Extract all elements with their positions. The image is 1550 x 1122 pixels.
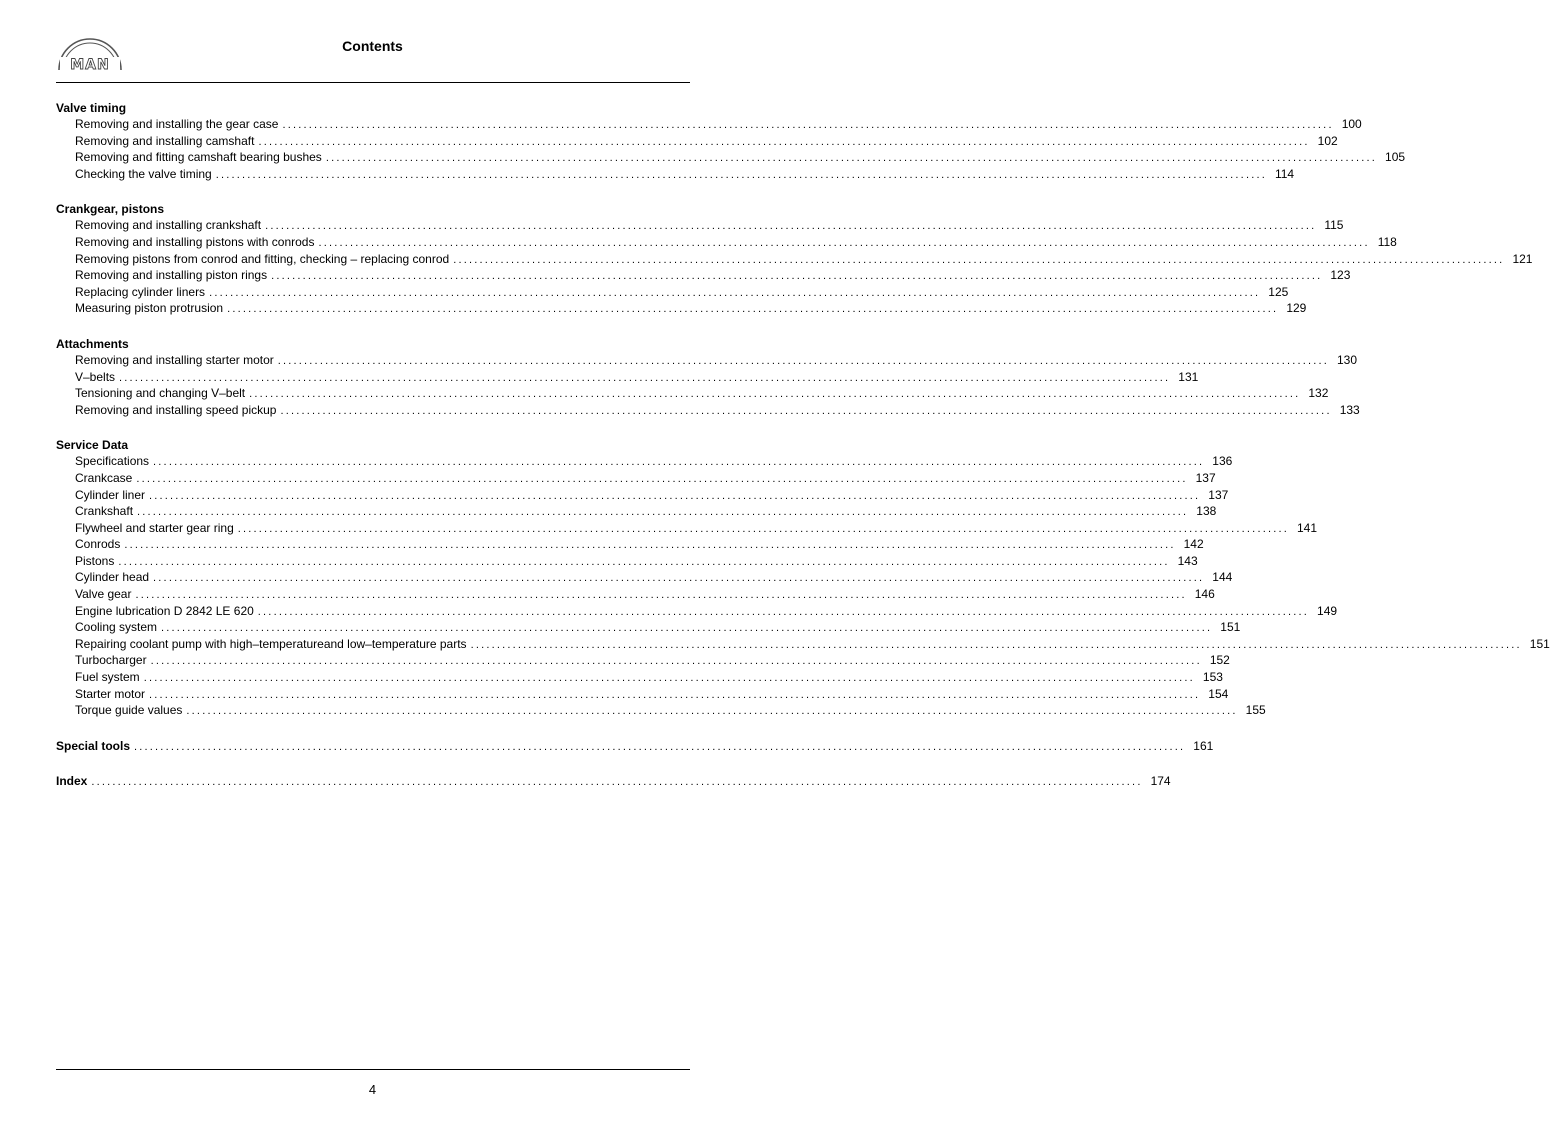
toc-entry[interactable] (56, 251, 1533, 268)
toc-entry-text: Turbocharger (75, 653, 147, 668)
toc-entry[interactable] (56, 702, 1266, 719)
toc-entry[interactable] (56, 536, 1204, 553)
leader-dots: ........................................................................................................................................................................................................ (150, 655, 1202, 668)
toc-entry-page: 137 (1208, 487, 1229, 502)
toc-entry[interactable] (56, 503, 1217, 520)
leader-dots: ........................................................................................................................................................................................................ (227, 303, 1279, 316)
leader-dots: ........................................................................................................................................................................................................ (277, 354, 1329, 367)
leader-dots: ........................................................................................................................................................................................................ (325, 152, 1378, 165)
toc-entry-page: 141 (1296, 520, 1318, 535)
toc-entry-page: 146 (1194, 587, 1215, 602)
toc-entry[interactable] (56, 234, 1397, 251)
toc-entry[interactable] (56, 217, 1344, 234)
toc-entry-text: Cooling system (75, 620, 158, 635)
leader-dots: ........................................................................................................................................................................................................ (143, 672, 1195, 685)
leader-dots: ........................................................................................................................................................................................................ (282, 119, 1334, 131)
toc-entry-page: 142 (1183, 537, 1204, 552)
leader-dots: ........................................................................................................................................................................................................ (91, 776, 1143, 789)
toc-entry[interactable] (56, 385, 1329, 402)
toc-entry-page: 152 (1209, 653, 1230, 668)
leader-dots: ........................................................................................................................................................................................................ (318, 236, 1370, 249)
toc-entry[interactable] (56, 569, 1233, 586)
leader-dots: ........................................................................................................................................................................................................ (137, 506, 1189, 519)
toc-entry-page: 132 (1308, 386, 1329, 401)
leader-dots: ........................................................................................................................................................................................................ (215, 168, 1267, 181)
toc-entry-text: Valve gear (75, 587, 132, 602)
toc-entry-text: Removing and installing crankshaft (75, 218, 262, 233)
leader-dots: ........................................................................................................................................................................................................ (249, 388, 1301, 401)
toc-entry-page: 121 (1512, 251, 1533, 266)
footer-rule (56, 1069, 690, 1070)
toc-entry[interactable] (56, 470, 1216, 487)
toc-entry[interactable] (56, 284, 1289, 301)
toc-entry-page: 174 (1150, 774, 1171, 789)
toc-entry-page: 138 (1196, 504, 1217, 519)
leader-dots: ........................................................................................................................................................................................................ (280, 404, 1332, 417)
toc-entry[interactable] (56, 520, 1318, 537)
toc-entry[interactable] (56, 487, 1229, 504)
leader-dots: ........................................................................................................................................................................................................ (134, 740, 1186, 753)
toc-entry-text: V–belts (75, 369, 116, 384)
toc-entry-page: 155 (1245, 703, 1266, 718)
toc-entry-text: Replacing cylinder liners (75, 284, 206, 299)
section-title-crankgear: Crankgear, pistons (56, 202, 165, 217)
section-title-service-data: Service Data (56, 438, 129, 453)
toc-entry-special-tools[interactable] (56, 738, 1214, 755)
toc-entry-page: 133 (1339, 402, 1360, 417)
toc-entry-text: Fuel system (75, 670, 140, 685)
section-title-valve-timing: Valve timing (56, 101, 127, 115)
toc-entry-text: Removing and installing starter motor (75, 352, 274, 367)
leader-dots: ........................................................................................................................................................................................................ (149, 688, 1201, 701)
leader-dots: ........................................................................................................................................................................................................ (265, 220, 1317, 233)
leader-dots: ........................................................................................................................................................................................................ (149, 489, 1201, 502)
toc-entry-page: 123 (1330, 268, 1351, 283)
toc-entry-text: Index (56, 774, 88, 789)
toc-entry-text: Removing and installing pistons with conrods (75, 234, 315, 249)
toc-entry-page: 151 (1220, 620, 1241, 635)
toc-entry-page: 105 (1385, 150, 1406, 165)
toc-entry-page: 115 (1324, 218, 1344, 233)
leader-dots: ........................................................................................................................................................................................................ (135, 589, 1187, 602)
toc-entry-text: Special tools (56, 738, 131, 753)
toc-entry-text: Starter motor (75, 686, 146, 701)
toc-entry[interactable] (56, 553, 1198, 570)
toc-entry[interactable] (56, 369, 1199, 386)
header-rule (56, 82, 690, 83)
leader-dots: ........................................................................................................................................................................................................ (186, 705, 1238, 718)
toc-entry[interactable] (56, 149, 1406, 166)
leader-dots: ........................................................................................................................................................................................................ (119, 371, 1171, 384)
page-number: 4 (368, 1082, 377, 1097)
toc-entry-text: Checking the valve timing (75, 166, 212, 181)
table-of-contents (56, 100, 1550, 790)
toc-entry[interactable] (56, 116, 1362, 133)
toc-entry-text: Repairing coolant pump with high–temperatureand low–temperature parts (75, 636, 467, 651)
toc-entry-page: 129 (1286, 301, 1307, 316)
toc-entry-page: 153 (1202, 670, 1223, 685)
toc-entry[interactable] (56, 586, 1215, 603)
toc-entry-page: 144 (1212, 570, 1233, 585)
toc-entry[interactable] (56, 166, 1295, 183)
toc-entry-text: Conrods (75, 537, 121, 552)
toc-entry[interactable] (56, 133, 1338, 150)
toc-entry[interactable] (56, 352, 1358, 369)
toc-entry-page: 131 (1178, 369, 1199, 384)
toc-entry[interactable] (56, 300, 1307, 317)
toc-entry-text: Removing and installing piston rings (75, 268, 268, 283)
leader-dots: ........................................................................................................................................................................................................ (470, 638, 1522, 651)
toc-entry-text: Cylinder liner (75, 487, 146, 502)
toc-entry[interactable] (56, 652, 1230, 669)
leader-dots: ........................................................................................................................................................................................................ (258, 135, 1310, 148)
toc-entry-text: Tensioning and changing V–belt (75, 386, 246, 401)
leader-dots: ........................................................................................................................................................................................................ (237, 522, 1289, 535)
logo-text: MAN (70, 57, 110, 73)
toc-entry-text: Specifications (75, 454, 150, 469)
toc-entry-text: Engine lubrication D 2842 LE 620 (75, 603, 254, 618)
toc-entry-page: 130 (1337, 352, 1358, 367)
toc-entry-page: 151 (1529, 636, 1550, 651)
toc-entry[interactable] (56, 453, 1233, 470)
toc-entry-page: 125 (1268, 284, 1289, 299)
toc-entry-page: 143 (1177, 553, 1198, 568)
toc-entry-page: 118 (1377, 234, 1397, 249)
toc-entry-text: Crankshaft (75, 504, 134, 519)
toc-entry-page: 137 (1195, 470, 1216, 485)
toc-entry[interactable] (56, 636, 1550, 653)
toc-entry-page: 102 (1317, 133, 1338, 148)
leader-dots: ........................................................................................................................................................................................................ (271, 270, 1323, 283)
toc-entry-text: Removing pistons from conrod and fitting, checking – replacing conrod (75, 251, 450, 266)
leader-dots: ........................................................................................................................................................................................................ (124, 539, 1176, 552)
toc-entry-text: Pistons (75, 553, 115, 568)
toc-entry[interactable] (56, 686, 1229, 703)
toc-entry-text: Flywheel and starter gear ring (75, 520, 234, 535)
toc-entry[interactable] (56, 669, 1223, 686)
leader-dots: ........................................................................................................................................................................................................ (161, 622, 1213, 635)
toc-entry-text: Removing and installing camshaft (75, 133, 255, 148)
toc-entry[interactable] (56, 267, 1351, 284)
leader-dots: ........................................................................................................................................................................................................ (209, 286, 1261, 299)
toc-entry-text: Measuring piston protrusion (75, 301, 224, 316)
toc-entry-text: Crankcase (75, 470, 133, 485)
toc-entry-page: 161 (1193, 738, 1214, 753)
toc-entry-text: Removing and installing the gear case (75, 117, 279, 131)
toc-entry-page: 136 (1212, 454, 1233, 469)
toc-entry-text: Removing and fitting camshaft bearing bushes (75, 150, 322, 165)
toc-entry[interactable] (56, 402, 1360, 419)
toc-entry-page: 114 (1274, 166, 1295, 181)
leader-dots: ........................................................................................................................................................................................................ (136, 472, 1188, 485)
leader-dots: ........................................................................................................................................................................................................ (153, 456, 1205, 469)
toc-entry-text: Cylinder head (75, 570, 150, 585)
leader-dots: ........................................................................................................................................................................................................ (257, 605, 1310, 618)
page-title: Contents (342, 38, 403, 54)
toc-entry[interactable] (56, 603, 1338, 620)
toc-entry-index[interactable] (56, 773, 1171, 790)
leader-dots: ........................................................................................................................................................................................................ (118, 555, 1170, 568)
leader-dots: ........................................................................................................................................................................................................ (453, 253, 1505, 266)
toc-entry-page: 149 (1317, 603, 1338, 618)
toc-entry[interactable] (56, 619, 1241, 636)
toc-entry-text: Torque guide values (75, 703, 183, 718)
toc-entry-text: Removing and installing speed pickup (75, 402, 277, 417)
toc-entry-page: 100 (1341, 117, 1362, 131)
toc-entry-page: 154 (1208, 686, 1229, 701)
section-title-attachments: Attachments (56, 336, 129, 351)
leader-dots: ........................................................................................................................................................................................................ (153, 572, 1205, 585)
